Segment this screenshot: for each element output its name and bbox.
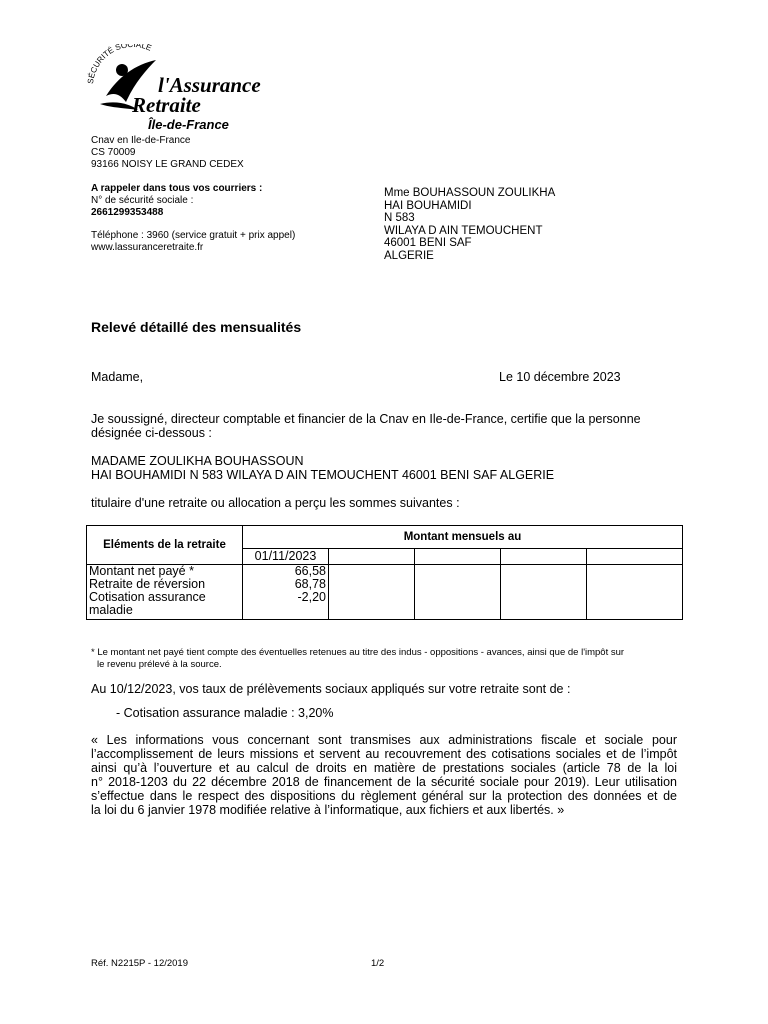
intro-line: Je soussigné, directeur comptable et financier de la Cnav en Ile-de-France, certifie que la personne xyxy=(91,412,641,426)
intro-paragraph xyxy=(91,412,641,440)
page-number: 1/2 xyxy=(371,958,385,969)
reminder-heading: A rappeler dans tous vos courriers : xyxy=(91,183,263,194)
amounts-cell xyxy=(243,565,329,620)
sender-address xyxy=(91,135,244,171)
intro-line: désignée ci-dessous : xyxy=(91,426,212,440)
logo-line1: l'Assurance xyxy=(158,73,261,97)
column-header-amounts: Montant mensuels au xyxy=(243,526,683,549)
document-date: Le 10 décembre 2023 xyxy=(499,370,621,384)
table-row xyxy=(87,565,683,620)
beneficiary-name: MADAME ZOULIKHA BOUHASSOUN xyxy=(91,454,304,468)
logo-graphic xyxy=(86,44,350,134)
legal-line: n° 2018-1203 du 22 décembre 2018 de financement de la sécurité sociale pour 2019). Leur utilisation xyxy=(91,775,677,789)
date-cell-empty xyxy=(587,549,683,565)
legal-notice xyxy=(91,733,677,817)
rate-item: - Cotisation assurance maladie : 3,20% xyxy=(116,706,334,720)
legal-line: la loi du 6 janvier 1978 modifiée relative à l’informatique, aux fichiers et aux libertés. » xyxy=(91,803,565,817)
logo-line2: Retraite xyxy=(132,93,201,117)
recipient-line: Mme BOUHASSOUN ZOULIKHA xyxy=(384,187,556,199)
amount-value: 66,58 xyxy=(294,564,326,578)
legal-line: « Les informations vous concernant sont transmises aux administrations fiscale et sociale pour xyxy=(91,733,677,747)
recipient-address xyxy=(384,187,555,262)
legal-line: s’effectue dans le respect des dispositions du règlement général sur la protection des données et de xyxy=(91,789,677,803)
pension-table xyxy=(86,525,683,620)
column-header-elements: Eléments de la retraite xyxy=(87,526,243,565)
date-cell: 01/11/2023 xyxy=(243,549,329,565)
recipient-line: N 583 xyxy=(384,212,415,224)
sender-line: Cnav en Ile-de-France xyxy=(91,135,191,146)
beneficiary-address: HAI BOUHAMIDI N 583 WILAYA D AIN TEMOUCHENT 46001 BENI SAF ALGERIE xyxy=(91,468,555,482)
contact-block xyxy=(91,230,295,254)
amount-value: -2,20 xyxy=(297,590,326,604)
recipient-line: WILAYA D AIN TEMOUCHENT xyxy=(384,224,543,237)
date-cell-empty xyxy=(329,549,415,565)
salutation: Madame, xyxy=(91,370,144,384)
row-labels-cell xyxy=(87,565,243,620)
row-label: Montant net payé * xyxy=(89,564,194,578)
amounts-cell-empty xyxy=(587,565,683,620)
legal-line: ainsi qu’à l’ouverture et au calcul de droits en matière de prestations sociales (article 78 de la loi xyxy=(91,761,677,775)
amounts-cell-empty xyxy=(501,565,587,620)
date-cell-empty xyxy=(415,549,501,565)
ssn-value: 2661299353488 xyxy=(91,207,164,218)
legal-line: l’accomplissement de leurs missions et servent au recouvrement des cotisations sociales et de l’impôt xyxy=(91,747,677,761)
reference-footer: Réf. N2215P - 12/2019 xyxy=(91,958,189,969)
website-text: www.lassuranceretraite.fr xyxy=(91,242,204,253)
footnote-line: * Le montant net payé tient compte des éventuelles retenues au titre des indus - oppositions - avances, ainsi que de l'impôt sur xyxy=(91,647,625,658)
phone-text: Téléphone : 3960 (service gratuit + prix appel) xyxy=(91,230,296,241)
reference-block xyxy=(91,183,262,219)
assurance-retraite-logo xyxy=(86,44,350,134)
logo-line3: Île-de-France xyxy=(148,117,229,132)
footnote xyxy=(91,647,624,670)
amount-value: 68,78 xyxy=(294,577,326,591)
recipient-line: HAI BOUHAMIDI xyxy=(384,199,472,212)
beneficiary-block xyxy=(91,454,554,482)
sender-line: CS 70009 xyxy=(91,147,136,158)
amounts-cell-empty xyxy=(415,565,501,620)
document-title: Relevé détaillé des mensualités xyxy=(91,319,302,335)
recipient-line: 46001 BENI SAF xyxy=(384,237,472,249)
sender-line: 93166 NOISY LE GRAND CEDEX xyxy=(91,159,244,170)
amounts-cell-empty xyxy=(329,565,415,620)
ssn-label: N° de sécurité sociale : xyxy=(91,195,194,206)
row-label: Cotisation assurance xyxy=(89,590,206,604)
recipient-line: ALGERIE xyxy=(384,249,434,262)
table-header-row xyxy=(87,526,683,549)
row-label: maladie xyxy=(89,603,133,617)
rates-intro: Au 10/12/2023, vos taux de prélèvements sociaux appliqués sur votre retraite sont de : xyxy=(91,682,571,696)
logo-arc-text: SÉCURITÉ SOCIALE xyxy=(86,44,153,85)
date-cell-empty xyxy=(501,549,587,565)
row-label: Retraite de réversion xyxy=(89,577,206,591)
footnote-line: le revenu prélevé à la source. xyxy=(97,658,222,670)
holder-text: titulaire d'une retraite ou allocation a perçu les sommes suivantes : xyxy=(91,496,460,510)
